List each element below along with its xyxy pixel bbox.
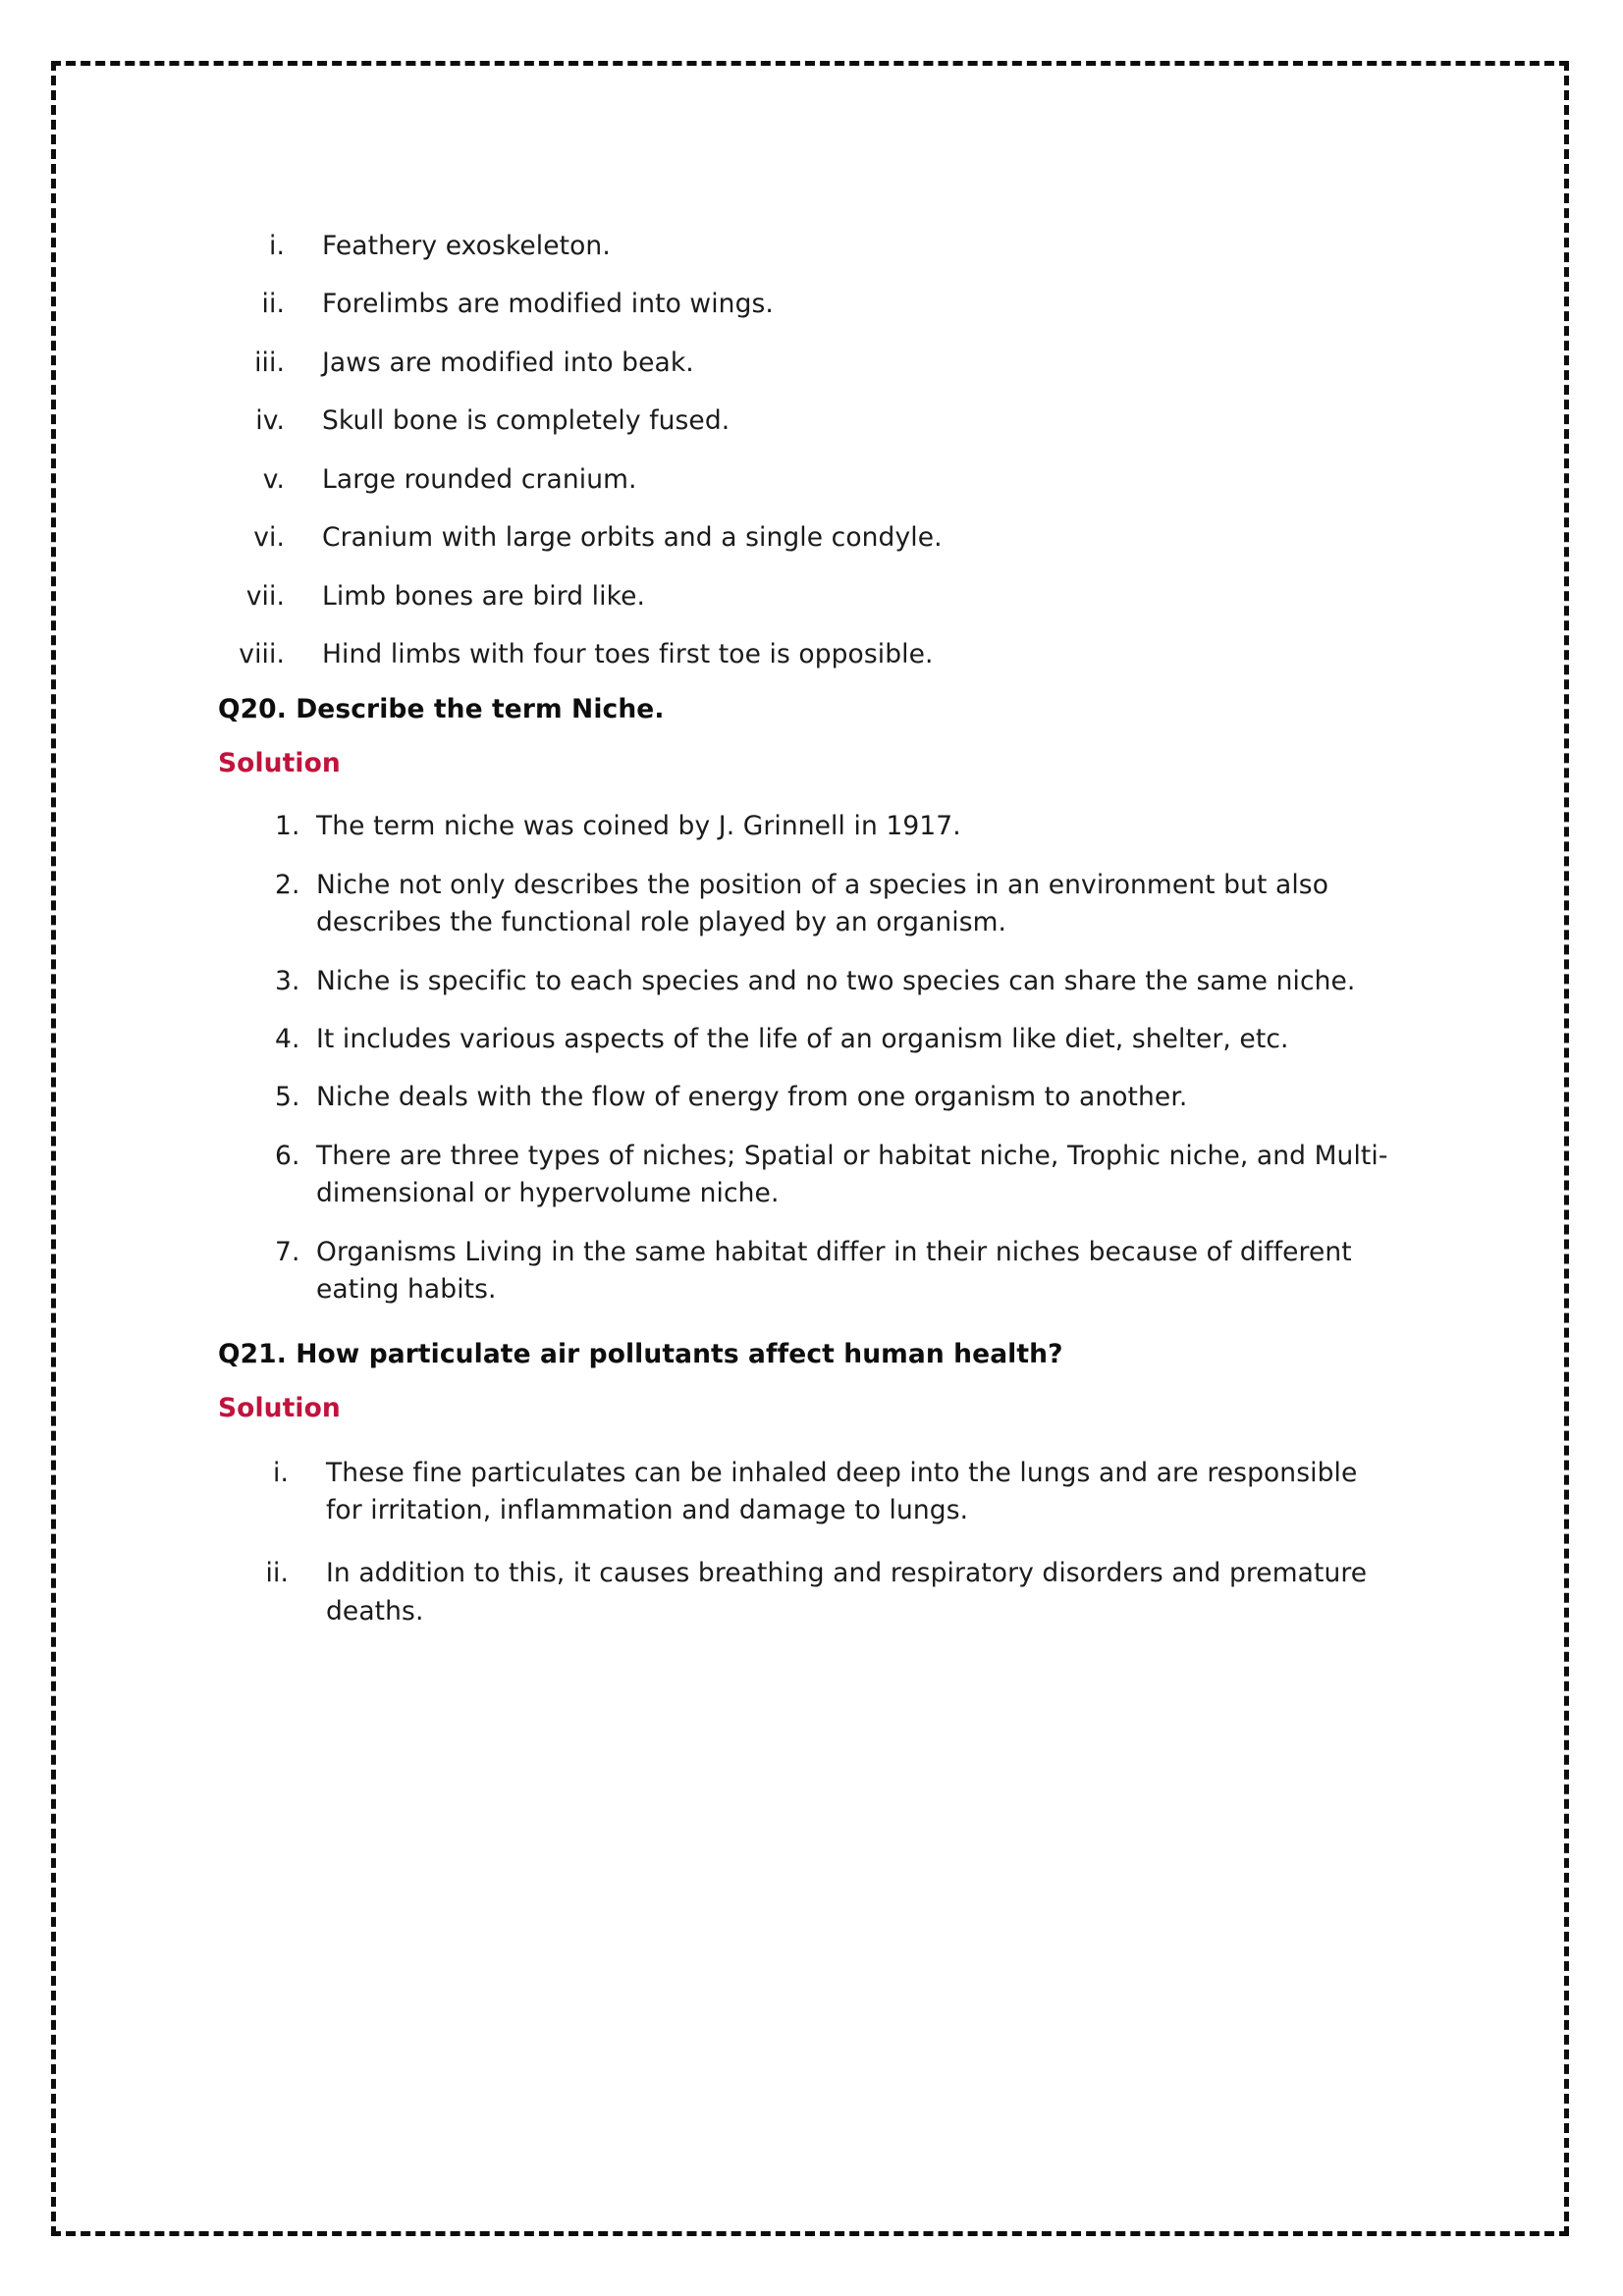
pollutant-answer-list (222, 1455, 1391, 1631)
list-marker: viii. (239, 638, 285, 669)
list-marker: 6. (275, 1140, 300, 1171)
list-item-text: The term niche was coined by J. Grinnell in 1917. (316, 811, 961, 842)
bird-characteristics-list (218, 228, 1391, 673)
list-item-text: In addition to this, it causes breathing and respiratory disorders and premature deaths. (326, 1558, 1368, 1627)
list-marker: vi. (253, 522, 285, 554)
list-item (275, 963, 1391, 1000)
list-item (218, 228, 1391, 265)
list-item-text: Niche deals with the flow of energy from one organism to another. (316, 1082, 1188, 1113)
solution-label-q21: Solution (218, 1392, 341, 1423)
list-marker: i. (269, 231, 285, 261)
list-item-text: Cranium with large orbits and a single condyle. (322, 522, 943, 554)
list-item (218, 636, 1391, 673)
list-marker: 7. (275, 1236, 300, 1267)
list-item (222, 1555, 1391, 1630)
question-block-q21 (218, 1339, 1391, 1631)
list-item (275, 1234, 1391, 1309)
list-item-text: Niche is specific to each species and no two species can share the same niche. (316, 965, 1356, 996)
list-item-text: Forelimbs are modified into wings. (322, 289, 774, 320)
list-marker: 5. (275, 1082, 300, 1113)
question-block-q20 (218, 694, 1391, 1308)
list-item-text: Skull bone is completely fused. (322, 405, 730, 437)
list-item (275, 1021, 1391, 1058)
list-marker: 1. (275, 811, 300, 842)
list-item-text: There are three types of niches; Spatial or habitat niche, Trophic niche, and Multi-dimensional or hypervolume niche. (316, 1140, 1388, 1209)
list-item (222, 1455, 1391, 1530)
list-item (218, 345, 1391, 382)
list-item-text: Limb bones are bird like. (322, 580, 646, 612)
list-item (218, 519, 1391, 557)
question-heading-q21: Q21. How particulate air pollutants affect human health? (218, 1338, 1063, 1369)
list-item-text: Hind limbs with four toes first toe is opposible. (322, 638, 934, 669)
list-item-text: Niche not only describes the position of a species in an environment but also describes the functional role played by an organism. (316, 869, 1329, 938)
list-marker: iii. (254, 347, 285, 378)
list-item (275, 1079, 1391, 1116)
list-item (218, 286, 1391, 323)
list-marker: ii. (261, 289, 285, 320)
list-marker: i. (273, 1457, 289, 1488)
list-item (275, 867, 1391, 942)
list-marker: vii. (245, 580, 285, 612)
solution-label-q20: Solution (218, 748, 341, 779)
list-item-text: It includes various aspects of the life of an organism like diet, shelter, etc. (316, 1024, 1289, 1055)
list-item-text: Organisms Living in the same habitat differ in their niches because of different eating habits. (316, 1236, 1352, 1306)
list-item-text: These fine particulates can be inhaled deep into the lungs and are responsible for irritation, inflammation and damage to lungs. (326, 1457, 1358, 1526)
list-item-text: Jaws are modified into beak. (322, 347, 694, 378)
list-item (275, 1138, 1391, 1213)
question-heading-q20: Q20. Describe the term Niche. (218, 694, 665, 725)
list-item-text: Feathery exoskeleton. (322, 231, 611, 261)
list-item (275, 808, 1391, 845)
list-item-text: Large rounded cranium. (322, 463, 637, 495)
list-marker: 3. (275, 965, 300, 996)
list-marker: ii. (265, 1558, 289, 1589)
list-marker: 2. (275, 869, 300, 900)
list-marker: iv. (255, 405, 285, 437)
list-marker: 4. (275, 1024, 300, 1055)
list-item (218, 461, 1391, 499)
document-content (218, 228, 1391, 1656)
list-marker: v. (262, 463, 285, 495)
niche-answer-list (275, 808, 1391, 1308)
list-item (218, 402, 1391, 440)
list-item (218, 578, 1391, 615)
